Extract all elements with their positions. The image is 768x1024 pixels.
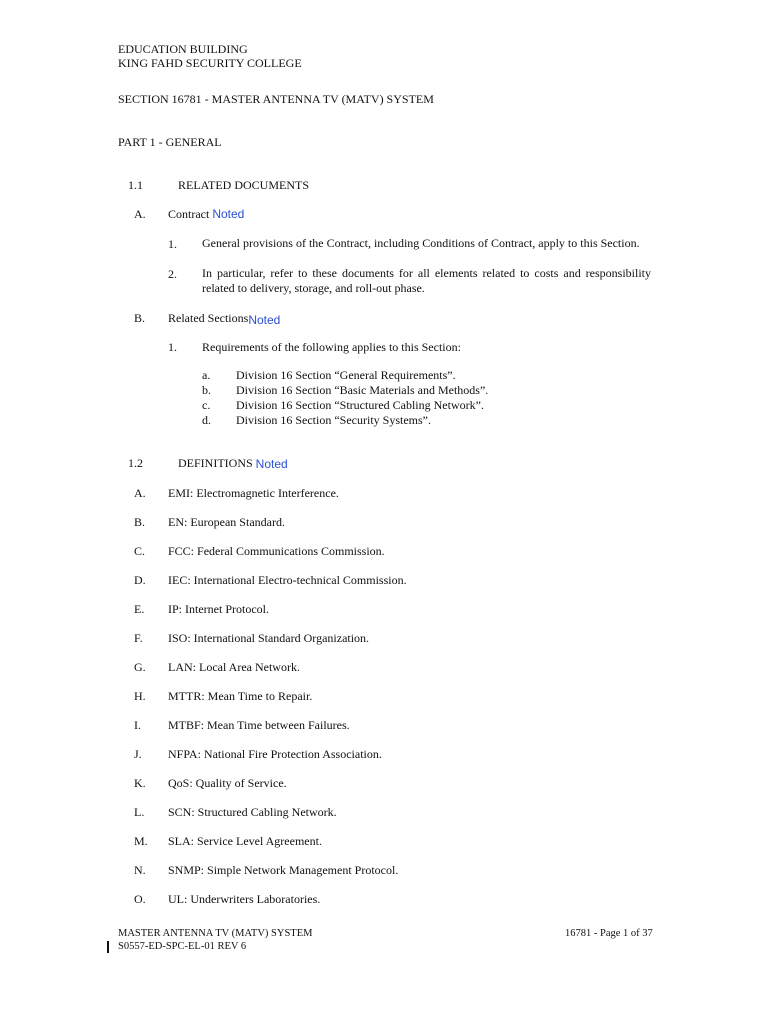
definition-letter: G. — [134, 660, 146, 674]
definition-letter: M. — [134, 834, 148, 848]
paragraph-text — [168, 207, 244, 221]
definition-letter: D. — [134, 573, 146, 587]
definition-letter: K. — [134, 776, 146, 790]
definition-text: QoS: Quality of Service. — [168, 776, 287, 790]
definition-letter: H. — [134, 689, 146, 703]
subitem-letter: b. — [202, 383, 211, 397]
header-building: EDUCATION BUILDING — [118, 42, 248, 56]
definition-text: NFPA: National Fire Protection Association. — [168, 747, 382, 761]
paragraph-letter: B. — [134, 311, 146, 325]
definition-text: IEC: International Electro-technical Commission. — [168, 573, 407, 587]
item-number: 1. — [168, 340, 177, 354]
subitem-letter: a. — [202, 368, 211, 382]
definition-letter: E. — [134, 602, 145, 616]
definition-text: SLA: Service Level Agreement. — [168, 834, 322, 848]
definition-text: SNMP: Simple Network Management Protocol. — [168, 863, 399, 877]
noted-annotation: Noted — [212, 207, 245, 221]
definition-letter: L. — [134, 805, 145, 819]
item-text: In particular, refer to these documents for all elements related to costs and responsibility related to delivery, storage, and roll-out phase. — [202, 266, 651, 295]
noted-annotation: Noted — [255, 457, 288, 471]
definition-text: UL: Underwriters Laboratories. — [168, 892, 321, 906]
footer-title: MASTER ANTENNA TV (MATV) SYSTEM — [118, 928, 313, 939]
revision-bar — [107, 941, 109, 953]
definition-text: IP: Internet Protocol. — [168, 602, 269, 616]
header-college: KING FAHD SECURITY COLLEGE — [118, 56, 302, 70]
definition-text: LAN: Local Area Network. — [168, 660, 300, 674]
subitem-letter: d. — [202, 413, 211, 427]
footer-doc-code: S0557-ED-SPC-EL-01 REV 6 — [118, 941, 247, 952]
subitem-text: Division 16 Section “General Requirements”. — [236, 368, 456, 382]
definition-letter: C. — [134, 544, 146, 558]
subitem-letter: c. — [202, 398, 211, 412]
definition-letter: I. — [134, 718, 141, 732]
definition-text: FCC: Federal Communications Commission. — [168, 544, 385, 558]
item-number: 2. — [168, 267, 177, 281]
subitem-text: Division 16 Section “Structured Cabling Network”. — [236, 398, 484, 412]
definition-letter: B. — [134, 515, 146, 529]
paragraph-letter: A. — [134, 207, 146, 221]
definition-text: SCN: Structured Cabling Network. — [168, 805, 337, 819]
paragraph-label: Contract — [168, 207, 210, 221]
definition-text: EN: European Standard. — [168, 515, 285, 529]
definition-text: EMI: Electromagnetic Interference. — [168, 486, 339, 500]
definition-text: MTTR: Mean Time to Repair. — [168, 689, 313, 703]
item-number: 1. — [168, 237, 177, 251]
paragraph-label: Related Sections — [168, 311, 249, 325]
item-text: General provisions of the Contract, including Conditions of Contract, apply to this Section. — [202, 236, 640, 250]
definition-letter: N. — [134, 863, 146, 877]
footer-page-number: 16781 - Page 1 of 37 — [565, 928, 653, 939]
article-number: 1.2 — [128, 456, 143, 470]
definition-letter: J. — [134, 747, 142, 761]
article-title: RELATED DOCUMENTS — [178, 178, 309, 192]
part-title: PART 1 - GENERAL — [118, 135, 222, 149]
definition-text: MTBF: Mean Time between Failures. — [168, 718, 350, 732]
noted-annotation: Noted — [248, 313, 281, 327]
subitem-text: Division 16 Section “Security Systems”. — [236, 413, 431, 427]
article-title-text: DEFINITIONS — [178, 456, 253, 470]
definition-letter: O. — [134, 892, 146, 906]
article-number: 1.1 — [128, 178, 143, 192]
section-title: SECTION 16781 - MASTER ANTENNA TV (MATV) SYSTEM — [118, 92, 434, 106]
definition-text: ISO: International Standard Organization. — [168, 631, 370, 645]
item-text: Requirements of the following applies to this Section: — [202, 340, 461, 354]
definition-letter: A. — [134, 486, 146, 500]
subitem-text: Division 16 Section “Basic Materials and Methods”. — [236, 383, 489, 397]
article-title — [178, 456, 288, 470]
definition-letter: F. — [134, 631, 143, 645]
paragraph-text — [168, 311, 280, 325]
